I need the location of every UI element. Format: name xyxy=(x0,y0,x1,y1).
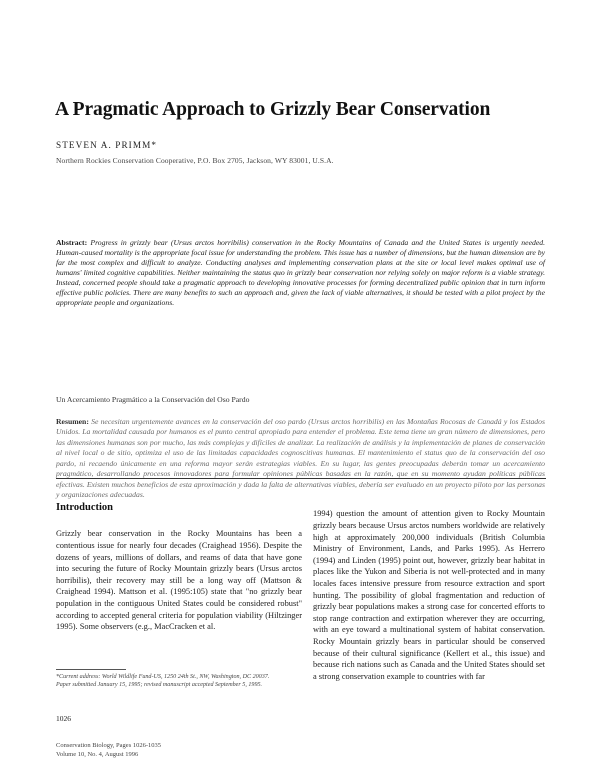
abstract xyxy=(56,238,545,309)
journal-volume: Volume 10, No. 4, August 1996 xyxy=(56,751,139,758)
journal-pages: Conservation Biology, Pages 1026-1035 xyxy=(56,742,162,749)
footnote-divider xyxy=(56,669,126,670)
introduction-heading: Introduction xyxy=(56,502,113,513)
body-column-right: 1994) question the amount of attention given to Rocky Mountain grizzly bears because Ursus arctos numbers worldwide are relatively high at approximately 200,000 individuals (British Columbia Ministry of Environment, Lands, and Parks 1995). As Herrero (1994) and Linden (1995) point out, however, grizzly bear habitat in places like the Yukon and Siberia is not well-protected and in many locales faces intensive pressure from resource extraction and sport hunting. The possibility of global fragmentation and reduction of grizzly bear populations makes a strong case for concerted efforts to stop range contraction and extirpation wherever they are occurring, with an eye toward a multinational system of habitat conservation. Rocky Mountain grizzly bears in particular should be conserved because of their cultural significance (Kellert et al., this issue) and because rich nations such as Canada and the United States should set a strong conservation example to countries with far xyxy=(313,509,545,681)
article-title: A Pragmatic Approach to Grizzly Bear Conservation xyxy=(55,99,491,120)
section-divider xyxy=(56,478,546,479)
body-column-left: Grizzly bear conservation in the Rocky Mountains has been a contentious issue for nearly four decades (Craighead 1956). Despite the dozens of years, millions of dollars, and reams of data that have gone into securing the future of Rocky Mountain grizzly bears (Ursus arctos horribilis), their recovery may still be a long way off (Mattson & Craighead 1994). Mattson et al. (1995:105) state that "no grizzly bear population in the contiguous United States could be considered robust" according to accepted general criteria for population viability (Hiltzinger 1995). Some observers (e.g., MacCracken et al. xyxy=(56,529,302,632)
page-number: 1026 xyxy=(56,714,71,723)
resumen-text: Se necesitan urgentemente avances en la conservación del oso pardo (Ursus arctos horribilis) en las Montañas Rocosas de Canadá y los Estados Unidos. La mortalidad causada por humanos es el punto central apropiado para entender el problema. Este tema tiene un gran número de dimensiones, pero las dimensiones humanas son por mucho, las más complejas y difíciles de analizar. La realización de análisis y la implementación de planes de conservación al nivel local o de sitio, optimiza el uso de las limitadas capacidades cognoscitivas humanas. El mantenimiento el status quo de la conservación del oso pardo, ni recaendo únicamente en una reforma mayor serán estrategias viables. En su lugar, las gentes preocupadas deberán tomar un acercamiento pragmático, desarrollando procesos innovadores para formular opiniones públicas basadas en la razón, que en su momento ayudan políticas públicas efectivas. Existen muchos beneficios de esta aproximación y dada la falta de alternativas viables, debería ser evaluado en un proyecto piloto por las personas y organizaciones adecuadas. xyxy=(56,416,545,500)
resumen-title: Un Acercamiento Pragmático a la Conservación del Oso Pardo xyxy=(56,395,250,404)
abstract-label: Abstract: xyxy=(56,237,88,247)
journal-info xyxy=(56,741,161,759)
resumen-label: Resumen: xyxy=(56,416,89,426)
footnote-address: *Current address: World Wildlife Fund-US, 1250 24th St., NW, Washington, DC 20037. xyxy=(56,674,270,680)
resumen xyxy=(56,417,545,501)
author-name: STEVEN A. PRIMM* xyxy=(56,140,158,150)
footnote xyxy=(56,673,302,689)
abstract-text: Progress in grizzly bear (Ursus arctos horribilis) conservation in the Rocky Mountains of Canada and the United States is urgently needed. Human-caused mortality is the appropriate focal issue for understanding the problem. This issue has a number of dimensions, but the human dimension are by far the most complex and difficult to analyze. Conducting analyses and implementing conservation plans at the site or local level makes optimal use of humans' limited cognitive capabilities. Neither maintaining the status quo in grizzly bear conservation nor relying solely on major reform is a viable strategy. Instead, concerned people should take a pragmatic approach to developing innovative processes for forming decentralized public opinion that in turn inform effective public policies. There are many benefits to such an approach and, given the lack of viable alternatives, it should be tested with a pilot project by the appropriate people and organizations. xyxy=(56,237,545,308)
footnote-dates: Paper submitted January 15, 1995; revised manuscript accepted September 5, 1995. xyxy=(56,682,263,689)
author-affiliation: Northern Rockies Conservation Cooperative, P.O. Box 2705, Jackson, WY 83001, U.S.A. xyxy=(56,156,334,165)
